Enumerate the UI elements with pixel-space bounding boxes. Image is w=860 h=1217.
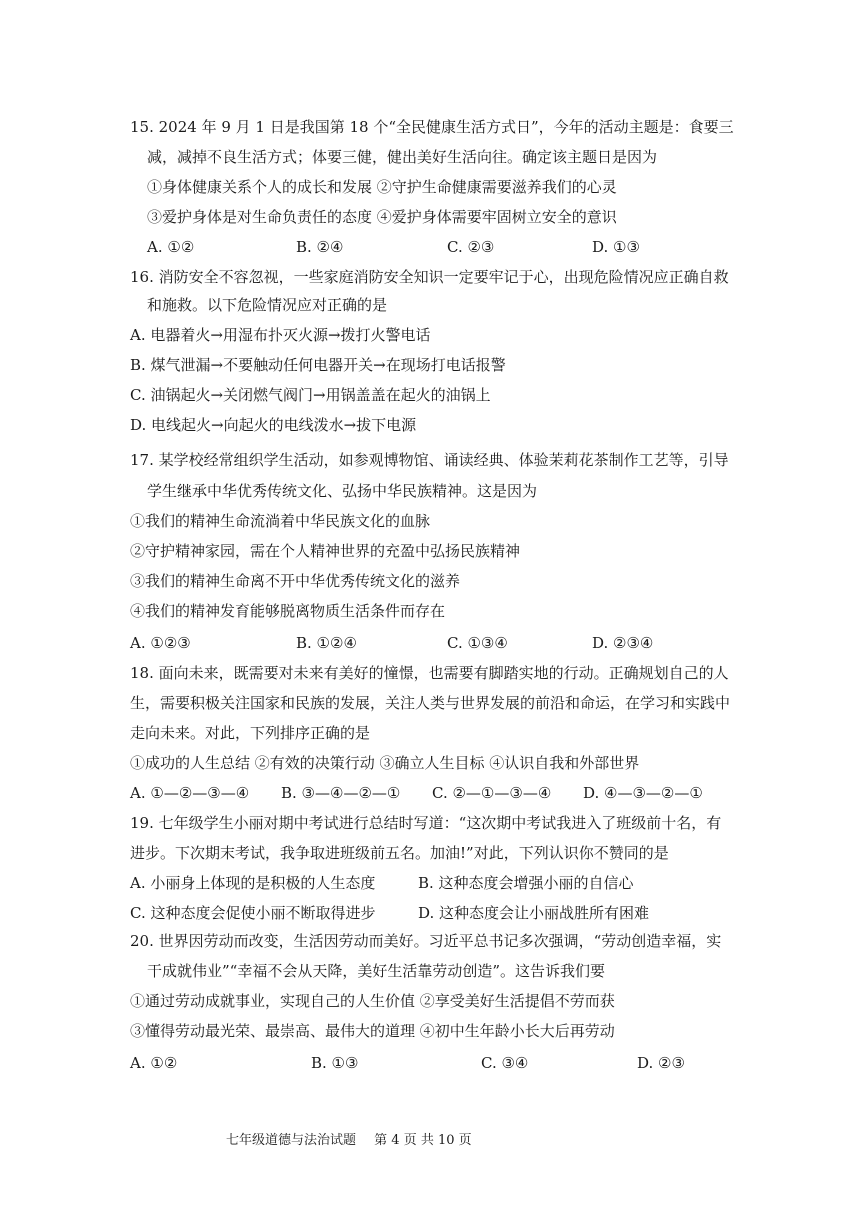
footer-subject: 七年级道德与法治试题	[226, 1133, 357, 1148]
q18-option-b: B. ③—④—②—①	[281, 784, 401, 802]
q15-option-b: B. ②④	[296, 238, 344, 256]
q20-statements-row2: ③懂得劳动最光荣、最崇高、最伟大的道理 ④初中生年龄小长大后再劳动	[130, 1022, 615, 1040]
q17-statement-1: ①我们的精神生命流淌着中华民族文化的血脉	[130, 512, 431, 530]
q16-option-a: A. 电器着火→用湿布扑灭火源→拨打火警电话	[130, 326, 431, 344]
q20-options	[0, 1053, 860, 1073]
q19-option-d: D. 这种态度会让小丽战胜所有困难	[418, 904, 650, 922]
q19-option-b: B. 这种态度会增强小丽的自信心	[418, 874, 634, 892]
q19-option-a: A. 小丽身上体现的是积极的人生态度	[130, 874, 376, 892]
q19-option-c: C. 这种态度会促使小丽不断取得进步	[130, 904, 376, 922]
q17-stem-line1: 17. 某学校经常组织学生活动，如参观博物馆、诵读经典、体验茉莉花茶制作工艺等，引导	[130, 451, 729, 469]
q18-option-a: A. ①—②—③—④	[130, 784, 250, 802]
page-footer	[226, 1129, 486, 1148]
q16-stem-line2: 和施救。以下危险情况应对正确的是	[147, 296, 388, 314]
q19-stem-line1: 19. 七年级学生小丽对期中考试进行总结时写道：“这次期中考试我进入了班级前十名，有	[130, 814, 722, 832]
q20-stem-line2: 干成就伟业”“幸福不会从天降，美好生活靠劳动创造”。这告诉我们要	[147, 962, 606, 980]
q16-option-c: C. 油锅起火→关闭燃气阀门→用锅盖盖在起火的油锅上	[130, 386, 491, 404]
q19-stem-line2: 进步。下次期末考试，我争取进班级前五名。加油!”对此，下列认识你不赞同的是	[130, 844, 669, 862]
q17-option-a: A. ①②③	[130, 634, 191, 652]
q17-statement-4: ④我们的精神发育能够脱离物质生活条件而存在	[130, 602, 446, 620]
q20-statements-row1: ①通过劳动成就事业，实现自己的人生价值 ②享受美好生活提倡不劳而获	[130, 992, 615, 1010]
q17-options	[0, 633, 860, 653]
q17-statement-3: ③我们的精神生命离不开中华优秀传统文化的滋养	[130, 572, 461, 590]
q18-option-c: C. ②—①—③—④	[432, 784, 552, 802]
q17-stem-line2: 学生继承中华优秀传统文化、弘扬中华民族精神。这是因为	[147, 482, 538, 500]
q20-option-c: C. ③④	[481, 1054, 529, 1072]
q18-stem-line1: 18. 面向未来，既需要对未来有美好的憧憬，也需要有脚踏实地的行动。正确规划自己的人	[130, 664, 729, 682]
q20-stem-line1: 20. 世界因劳动而改变，生活因劳动而美好。习近平总书记多次强调，“劳动创造幸福，实	[130, 932, 722, 950]
q15-option-a: A. ①②	[147, 238, 195, 256]
q18-stem-line2: 生，需要积极关注国家和民族的发展，关注人类与世界发展的前沿和命运，在学习和实践中	[130, 694, 731, 712]
q15-option-d: D. ①③	[592, 238, 640, 256]
footer-page-number: 第 4 页 共 10 页	[374, 1133, 472, 1148]
q18-option-d: D. ④—③—②—①	[583, 784, 703, 802]
q17-statement-2: ②守护精神家园，需在个人精神世界的充盈中弘扬民族精神	[130, 542, 521, 560]
q18-statements: ①成功的人生总结 ②有效的决策行动 ③确立人生目标 ④认识自我和外部世界	[130, 754, 640, 772]
q16-option-b: B. 煤气泄漏→不要触动任何电器开关→在现场打电话报警	[130, 356, 506, 374]
q15-statements-row2: ③爱护身体是对生命负责任的态度 ④爱护身体需要牢固树立安全的意识	[147, 208, 617, 226]
q17-option-b: B. ①②④	[296, 634, 357, 652]
q20-option-d: D. ②③	[637, 1054, 685, 1072]
q17-option-d: D. ②③④	[592, 634, 654, 652]
q18-stem-line3: 走向未来。对此，下列排序正确的是	[130, 724, 371, 742]
q20-option-b: B. ①③	[311, 1054, 359, 1072]
q15-option-c: C. ②③	[447, 238, 495, 256]
q17-option-c: C. ①③④	[447, 634, 508, 652]
q15-stem-line1: 15. 2024 年 9 月 1 日是我国第 18 个“全民健康生活方式日”，今年的活动主题是：食要三	[130, 118, 734, 136]
q16-option-d: D. 电线起火→向起火的电线泼水→拔下电源	[130, 416, 417, 434]
q15-statements-row1: ①身体健康关系个人的成长和发展 ②守护生命健康需要滋养我们的心灵	[147, 178, 617, 196]
q15-options	[0, 237, 860, 257]
q18-options	[0, 783, 860, 803]
q15-stem-line2: 减，减掉不良生活方式；体要三健，健出美好生活向往。确定该主题日是因为	[147, 148, 658, 166]
q16-stem-line1: 16. 消防安全不容忽视，一些家庭消防安全知识一定要牢记于心，出现危险情况应正确自救	[130, 268, 729, 286]
q20-option-a: A. ①②	[130, 1054, 178, 1072]
